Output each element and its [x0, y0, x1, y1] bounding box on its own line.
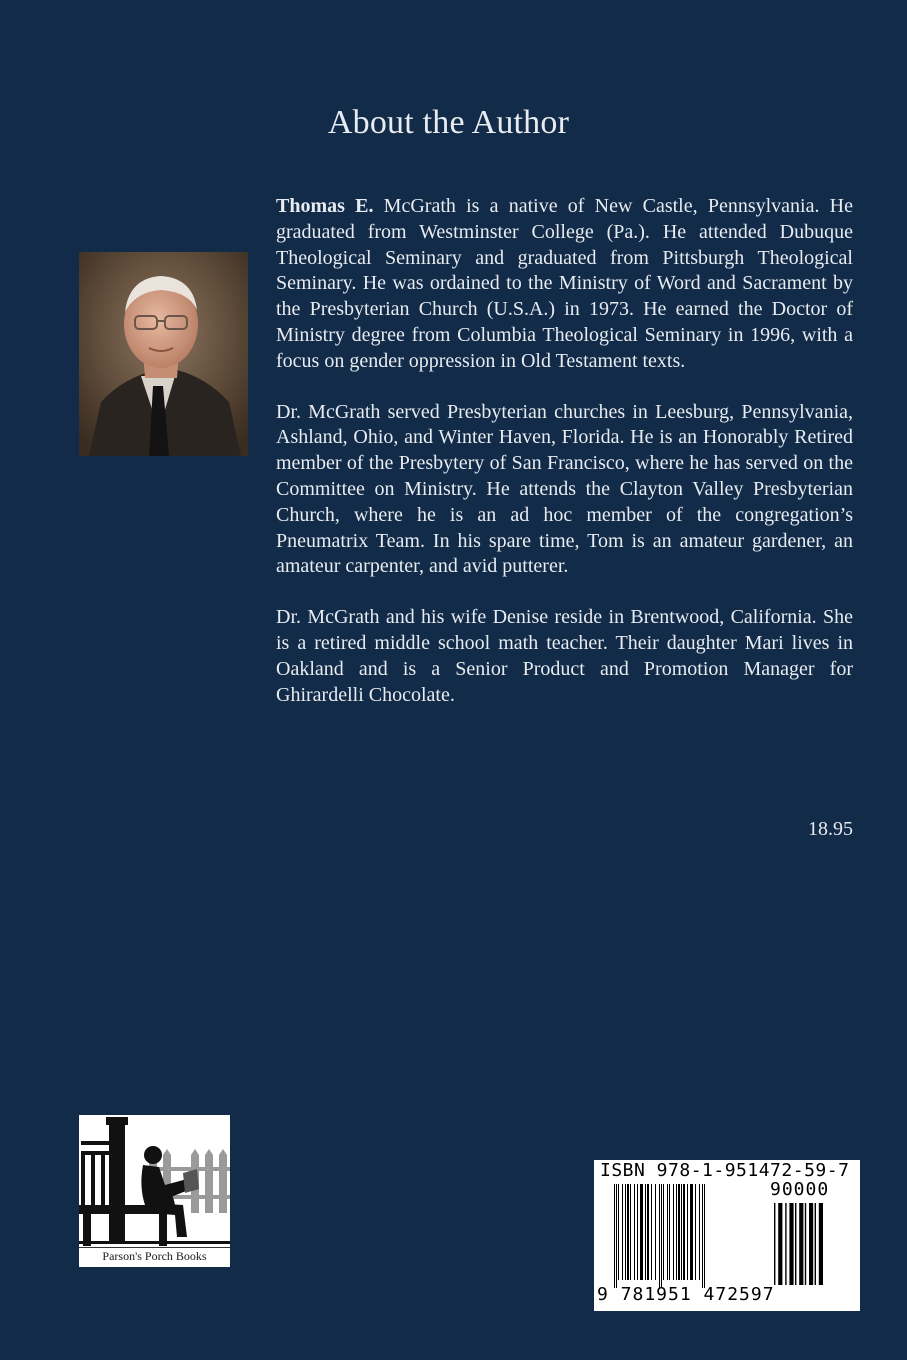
- author-bio: [276, 194, 853, 733]
- bio-paragraph-1: [276, 194, 853, 375]
- barcode-bar: [683, 1184, 685, 1280]
- publisher-logo: [79, 1115, 230, 1267]
- barcode-bar: [637, 1184, 638, 1280]
- barcode-bar: [681, 1184, 682, 1280]
- barcode-bar: [678, 1184, 680, 1280]
- publisher-name: Parson's Porch Books: [79, 1247, 230, 1264]
- barcode-bar: [815, 1203, 816, 1285]
- barcode-bar: [640, 1184, 643, 1280]
- addon-bars: [774, 1203, 854, 1285]
- bio-paragraph-3: Dr. McGrath and his wife Denise reside in Brentwood, California. She is a retired middle school math teacher. Their daughter Mari lives in Oakland and is a Senior Product and Promotion Manager for Ghirardelli Chocolate.: [276, 606, 853, 706]
- barcode-bar: [704, 1184, 705, 1288]
- barcode-bar: [673, 1184, 674, 1280]
- reader-on-bench-silhouette-icon: [79, 1115, 230, 1250]
- barcode-bar: [651, 1184, 652, 1280]
- barcode-bar: [625, 1184, 626, 1280]
- barcode-bar: [785, 1203, 786, 1285]
- price-addon-code: 90000: [770, 1179, 830, 1200]
- barcode-bar: [819, 1203, 823, 1285]
- bio-paragraph-2: Dr. McGrath served Presbyterian churches in Leesburg, Pennsylvania, Ashland, Ohio, and Winter Haven, Florida. He is an Honorably Retired member of the Presbytery of San Francisco, where he has served on the Committee on Ministry. He attends the Clayton Valley Presbyterian Church, where he is an ad hoc member of the congregation’s Pneumatrix Team. In his spare time, Tom is an amateur gardener, an amateur carpenter, and avid putterer.: [276, 400, 853, 578]
- barcode-bar: [618, 1184, 619, 1280]
- barcode-bar: [778, 1203, 782, 1285]
- author-name: Thomas E.: [276, 195, 374, 217]
- ean-digits: 9 781951 472597: [597, 1284, 775, 1305]
- barcode-bar: [663, 1184, 664, 1280]
- barcode-bar: [702, 1184, 703, 1288]
- author-photo: [79, 252, 248, 456]
- barcode-bar: [799, 1203, 803, 1285]
- barcode-bar: [634, 1184, 635, 1280]
- barcode-bar: [655, 1184, 656, 1280]
- barcode-bar: [659, 1184, 660, 1288]
- barcode-bar: [789, 1203, 793, 1285]
- isbn-label: ISBN 978-1-951472-59-7: [600, 1160, 850, 1181]
- barcode-bar: [661, 1184, 662, 1288]
- barcode-bar: [667, 1184, 668, 1280]
- barcode-bar: [647, 1184, 649, 1280]
- barcode-bar: [695, 1184, 696, 1280]
- barcode-bar: [687, 1184, 688, 1280]
- barcode-bar: [614, 1184, 615, 1288]
- barcode-bar: [676, 1184, 677, 1280]
- barcode-bar: [809, 1203, 813, 1285]
- barcode-bar: [627, 1184, 629, 1280]
- barcode-bar: [805, 1203, 806, 1285]
- page-title: About the Author: [327, 104, 570, 141]
- isbn-barcode: [594, 1160, 860, 1311]
- barcode-bar: [622, 1184, 623, 1280]
- barcode-bar: [645, 1184, 646, 1280]
- barcode-bar: [774, 1203, 775, 1285]
- ean-bars: [614, 1184, 764, 1288]
- barcode-bar: [630, 1184, 631, 1280]
- price: 18.95: [808, 818, 853, 840]
- barcode-bar: [616, 1184, 617, 1288]
- barcode-bar: [699, 1184, 700, 1280]
- barcode-bar: [795, 1203, 796, 1285]
- bio-paragraph-1-text: McGrath is a native of New Castle, Pennsylvania. He graduated from Westminster College (Pa.). He attended Dubuque Theological Seminary and graduated from Pittsburgh Theological Seminary. He was ordained to the Ministry of Word and Sacrament by the Presbyterian Church (U.S.A.) in 1973. He earned the Doctor of Ministry degree from Columbia Theological Seminary in 1996, with a focus on gender oppression in Old Testament texts.: [276, 195, 854, 372]
- barcode-bar: [669, 1184, 670, 1280]
- barcode-bar: [690, 1184, 693, 1280]
